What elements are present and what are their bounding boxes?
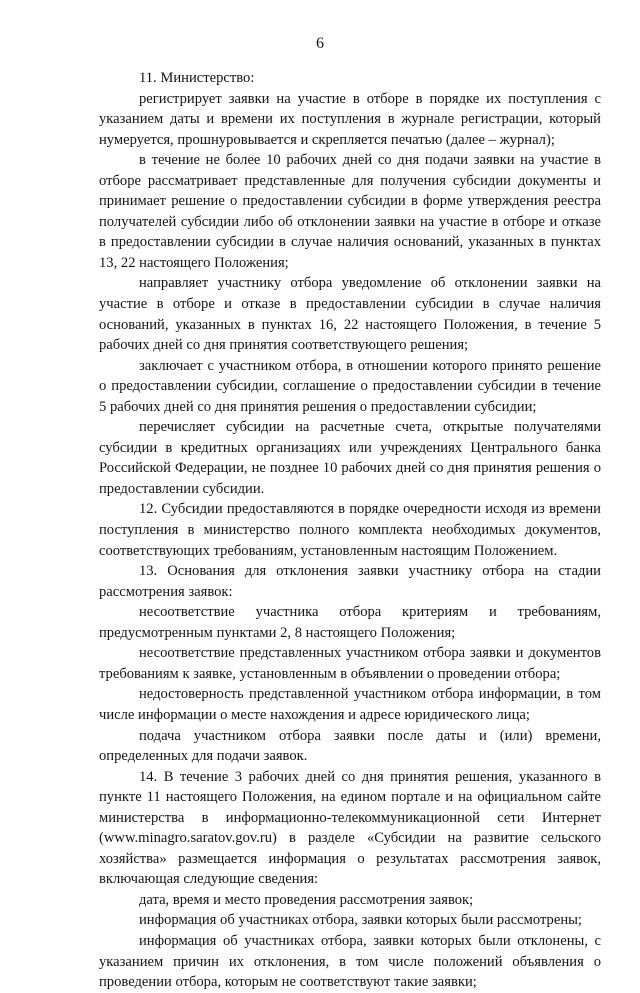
document-body (99, 68, 601, 993)
paragraph: информация об участниках отбора, заявки которых были рассмотрены; (139, 912, 582, 929)
page-number: 6 (316, 35, 324, 52)
paragraph: недостоверность представленной участником отбора информации, в том числе информации о месте нахождения и адресе юридического лица; (99, 686, 601, 723)
paragraph: информация об участниках отбора, заявки которых были отклонены, с указанием причин их отклонения, в том числе положений объявления о проведении отбора, которым не соответствуют такие заявки; (99, 932, 601, 991)
paragraph: 11. Министерство: (139, 70, 255, 86)
paragraph: несоответствие участника отбора критериям и требованиям, предусмотренным пунктами 2, 8 настоящего Положения; (99, 604, 601, 641)
paragraph: дата, время и место проведения рассмотрения заявок; (139, 891, 474, 908)
paragraph: перечисляет субсидии на расчетные счета, открытые получателями субсидии в кредитных организациях или учреждениях Центрального банка Российской Федерации, не позднее 10 рабочих дней со дня принятия решения о предоставлении субсидии. (99, 419, 601, 497)
paragraph: направляет участнику отбора уведомление об отклонении заявки на участие в отборе и отказе в предоставлении субсидии в случае наличия оснований, указанных в пунктах 16, 22 настоящего Положения, в течение 5 рабочих дней со дня принятия соответствующего решения; (99, 275, 601, 354)
paragraph: в течение не более 10 рабочих дней со дня подачи заявки на участие в отборе рассматривает представленные для получения субсидии документы и принимает решение о предоставлении субсидии в форме утверждения реестра получателей субсидии либо об отклонении заявки на участие в отборе и отказе в предоставлении субсидии в случае наличия оснований, указанных в пунктах 13, 22 настоящего Положения; (99, 152, 601, 271)
paragraph: 14. В течение 3 рабочих дней со дня принятия решения, указанного в пункте 11 настоящего Положения, на едином портале и на официальном сайте министерства в информационно-телекоммуникационной сети Интернет (www.minagro.saratov.gov.ru) в разделе «Субсидии на развитие сельского хозяйства» размещается информация о результатах рассмотрения заявок, включающая следующие сведения: (99, 768, 601, 888)
paragraph: подача участником отбора заявки после даты и (или) времени, определенных для подачи заявок. (99, 727, 601, 765)
paragraph: 13. Основания для отклонения заявки участнику отбора на стадии рассмотрения заявок: (99, 563, 601, 600)
paragraph: заключает с участником отбора, в отношении которого принято решение о предоставлении субсидии, соглашение о предоставлении субсидии в течение 5 рабочих дней со дня принятия решения о предоставлении субсидии; (99, 357, 601, 415)
paragraph: 12. Субсидии предоставляются в порядке очередности исходя из времени поступления в министерство полного комплекта необходимых документов, соответствующих требованиям, установленным настоящим Положением. (99, 501, 601, 559)
paragraph: регистрирует заявки на участие в отборе в порядке их поступления с указанием даты и времени их поступления в журнале регистрации, который нумеруется, прошнуровывается и скрепляется печатью (далее – журнал); (99, 90, 601, 148)
paragraph: несоответствие представленных участником отбора заявки и документов требованиям к заявке, установленным в объявлении о проведении отбора; (99, 645, 601, 682)
